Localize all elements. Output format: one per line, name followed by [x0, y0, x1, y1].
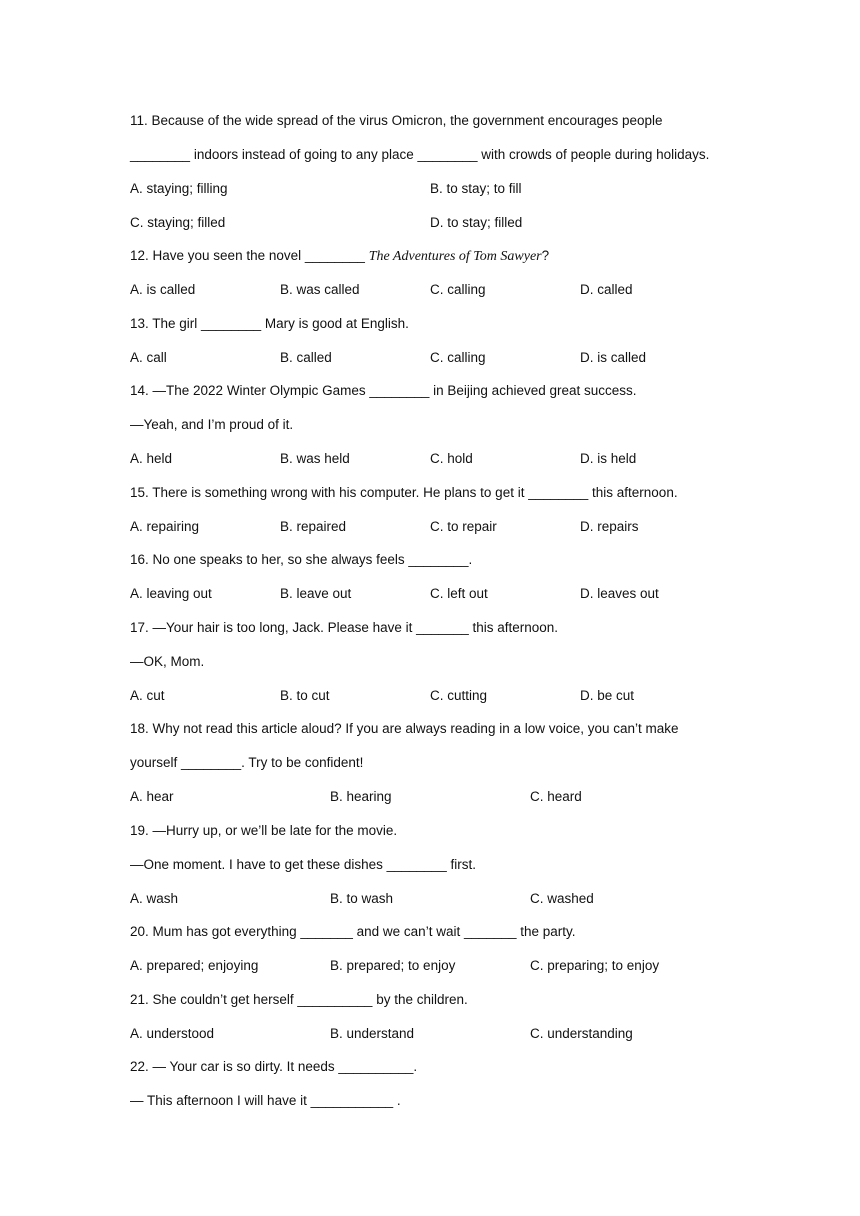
q13-option-c: C. calling	[430, 350, 486, 365]
q17-option-a: A. cut	[130, 688, 165, 703]
q14-option-b: B. was held	[280, 451, 350, 466]
q12-novel-title: The Adventures of Tom Sawyer	[368, 249, 542, 264]
q20-stem: 20. Mum has got everything _______ and we can’t wait _______ the party.	[130, 924, 576, 939]
q14-stem-line2: —Yeah, and I’m proud of it.	[130, 417, 294, 432]
q13-stem: 13. The girl ________ Mary is good at English.	[130, 316, 409, 331]
q12-option-c: C. calling	[430, 282, 486, 297]
q21-option-a: A. understood	[130, 1026, 215, 1041]
q12-stem-pre: 12. Have you seen the novel ________	[130, 248, 369, 263]
q15-option-c: C. to repair	[430, 519, 497, 534]
q13-option-b: B. called	[280, 350, 332, 365]
q17-option-d: D. be cut	[580, 688, 635, 703]
q16-option-b: B. leave out	[280, 586, 352, 601]
q17-option-b: B. to cut	[280, 688, 330, 703]
q11-option-d: D. to stay; filled	[430, 215, 523, 230]
q14-option-d: D. is held	[580, 451, 637, 466]
q18-option-c: C. heard	[530, 789, 582, 804]
q11-stem-line2: ________ indoors instead of going to any place ________ with crowds of people during holidays.	[130, 147, 710, 162]
q11-option-a: A. staying; filling	[130, 181, 228, 196]
q18-option-b: B. hearing	[330, 789, 392, 804]
q19-option-c: C. washed	[530, 891, 594, 906]
q11-option-c: C. staying; filled	[130, 215, 226, 230]
q16-stem: 16. No one speaks to her, so she always feels ________.	[130, 552, 473, 567]
q16-option-c: C. left out	[430, 586, 488, 601]
q21-option-b: B. understand	[330, 1026, 415, 1041]
q21-option-c: C. understanding	[530, 1026, 633, 1041]
q19-stem-line1: 19. —Hurry up, or we’ll be late for the movie.	[130, 823, 398, 838]
q20-option-b: B. prepared; to enjoy	[330, 958, 456, 973]
q14-option-a: A. held	[130, 451, 173, 466]
q22-stem-line1: 22. — Your car is so dirty. It needs __________.	[130, 1059, 418, 1074]
q21-stem: 21. She couldn’t get herself __________ by the children.	[130, 992, 468, 1007]
q15-option-a: A. repairing	[130, 519, 200, 534]
q20-option-a: A. prepared; enjoying	[130, 958, 259, 973]
q14-stem-line1: 14. —The 2022 Winter Olympic Games ________ in Beijing achieved great success.	[130, 383, 637, 398]
q15-stem: 15. There is something wrong with his computer. He plans to get it ________ this afternoon.	[130, 485, 678, 500]
q12-option-a: A. is called	[130, 282, 196, 297]
q11-stem-line1: 11. Because of the wide spread of the virus Omicron, the government encourages people	[130, 113, 663, 128]
q16-option-d: D. leaves out	[580, 586, 659, 601]
q20-option-c: C. preparing; to enjoy	[530, 958, 660, 973]
q22-stem-line2: — This afternoon I will have it ___________ .	[130, 1093, 401, 1108]
q18-option-a: A. hear	[130, 789, 174, 804]
q17-option-c: C. cutting	[430, 688, 488, 703]
q15-option-b: B. repaired	[280, 519, 347, 534]
q16-option-a: A. leaving out	[130, 586, 212, 601]
q11-option-b: B. to stay; to fill	[430, 181, 522, 196]
q14-option-c: C. hold	[430, 451, 473, 466]
q15-option-d: D. repairs	[580, 519, 639, 534]
q17-stem-line2: —OK, Mom.	[130, 654, 205, 669]
q13-option-d: D. is called	[580, 350, 647, 365]
q12-stem-post: ?	[541, 248, 550, 263]
q19-option-b: B. to wash	[330, 891, 394, 906]
q18-stem-line1: 18. Why not read this article aloud? If you are always reading in a low voice, you can’t make	[130, 721, 679, 736]
q18-stem-line2: yourself ________. Try to be confident!	[130, 755, 364, 770]
q13-option-a: A. call	[130, 350, 167, 365]
q19-option-a: A. wash	[130, 891, 179, 906]
q19-stem-line2: —One moment. I have to get these dishes ________ first.	[130, 857, 476, 872]
q12-stem	[130, 247, 750, 266]
q12-option-b: B. was called	[280, 282, 360, 297]
q12-option-d: D. called	[580, 282, 633, 297]
q17-stem-line1: 17. —Your hair is too long, Jack. Please have it _______ this afternoon.	[130, 620, 559, 635]
